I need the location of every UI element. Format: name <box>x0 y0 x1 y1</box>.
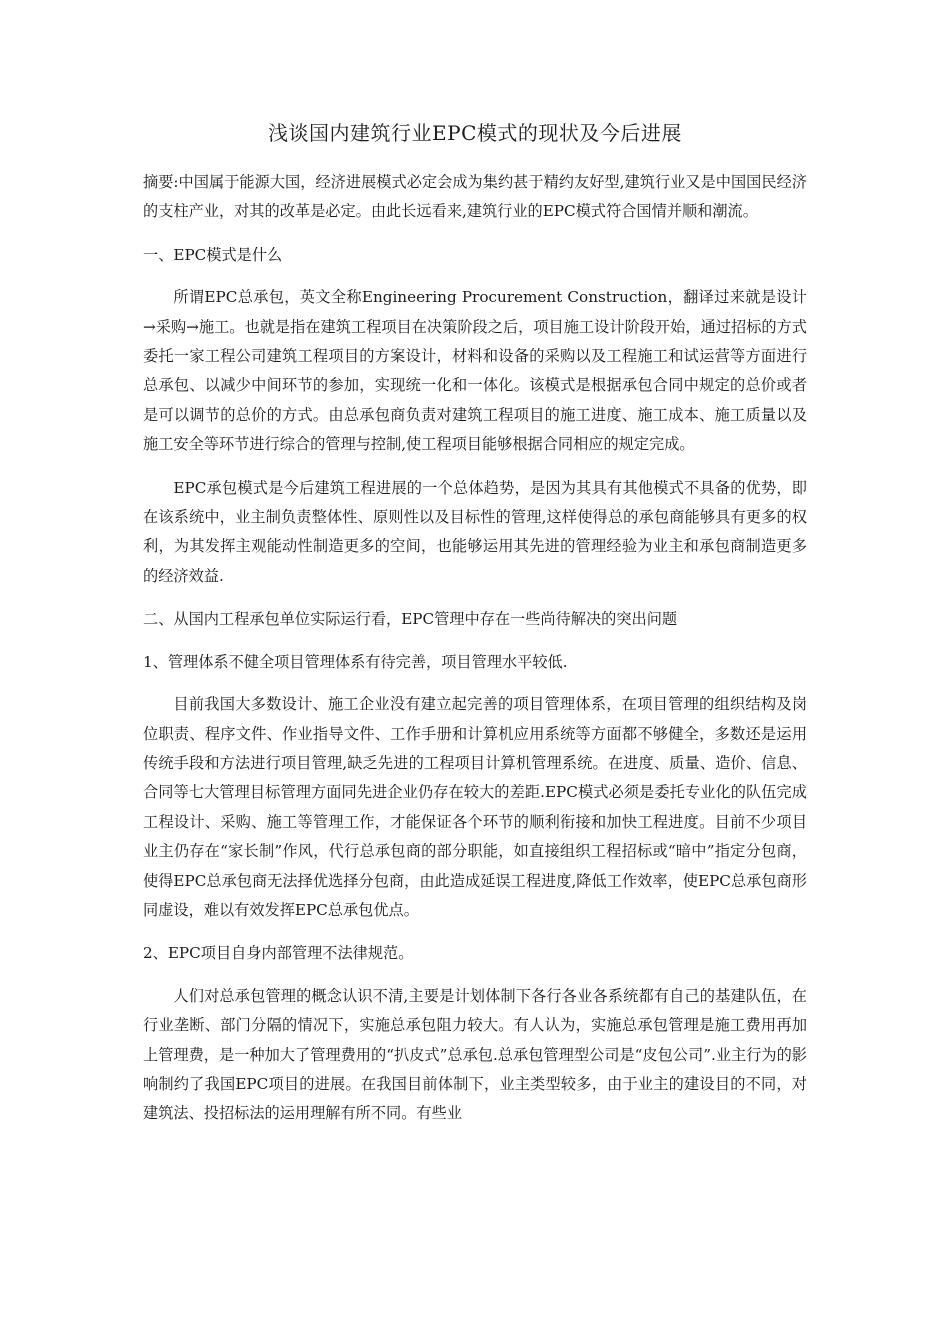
document-page <box>143 118 807 1143</box>
subsection-heading-2: 2、EPC项目自身内部管理不法律规范。 <box>143 944 414 963</box>
section-heading-2: 二、从国内工程承包单位实际运行看，EPC管理中存在一些尚待解决的突出问题 <box>143 610 678 629</box>
body-paragraph: 目前我国大多数设计、施工企业没有建立起完善的项目管理体系，在项目管理的组织结构及岗位职责、程序文件、作业指导文件、工作手册和计算机应用系统等方面都不够健全，多数还是运用传统手段和方法进行项目管理,缺乏先进的工程项目计算机管理系统。在进度、质量、造价、信息、合同等七大管理目标管理方面同先进企业仍存在较大的差距.EPC模式必须是委托专业化的队伍完成工程设计、采购、施工等管理工作，才能保证各个环节的顺利衔接和加快工程进度。目前不少项目业主仍存在“家长制”作风，代行总承包商的部分职能，如直接组织工程招标或“暗中”指定分包商，使得EPC总承包商无法择优选择分包商，由此造成延误工程进度,降低工作效率，使EPC总承包商形同虚设，难以有效发挥EPC总承包优点。 <box>143 695 807 919</box>
body-paragraph: 人们对总承包管理的概念认识不清,主要是计划体制下各行各业各系统都有自己的基建队伍，在行业垄断、部门分隔的情况下，实施总承包阻力较大。有人认为，实施总承包管理是施工费用再加上管理费，是一种加大了管理费用的“扒皮式”总承包.总承包管理型公司是“皮包公司”.业主行为的影响制约了我国EPC项目的进展。在我国目前体制下，业主类型较多，由于业主的建设目的不同，对建筑法、投招标法的运用理解有所不同。有些业 <box>143 986 807 1123</box>
body-paragraph: 所谓EPC总承包，英文全称Engineering Procurement Construction，翻译过来就是设计→采购→施工。也就是指在建筑工程项目在决策阶段之后，项目施工设计阶段开始，通过招标的方式委托一家工程公司建筑工程项目的方案设计，材料和设备的采购以及工程施工和试运营等方面进行总承包、以减少中间环节的参加，实现统一化和一体化。该模式是根据承包合同中规定的总价或者是可以调节的总价的方式。由总承包商负责对建筑工程项目的施工进度、施工成本、施工质量以及施工安全等环节进行综合的管理与控制,使工程项目能够根据合同相应的规定完成。 <box>143 288 807 454</box>
section-heading-1: 一、EPC模式是什么 <box>143 245 283 264</box>
body-paragraph: EPC承包模式是今后建筑工程进展的一个总体趋势，是因为其具有其他模式不具备的优势，即在该系统中，业主制负责整体性、原则性以及目标性的管理,这样使得总的承包商能够具有更多的权利，为其发挥主观能动性制造更多的空间，也能够运用其先进的管理经验为业主和承包商制造更多的经济效益. <box>143 478 807 585</box>
document-title: 浅谈国内建筑行业EPC模式的现状及今后进展 <box>268 121 682 145</box>
abstract-paragraph: 摘要:中国属于能源大国，经济进展模式必定会成为集约甚于精约友好型,建筑行业又是中国国民经济的支柱产业，对其的改革是必定。由此长远看来,建筑行业的EPC模式符合国情并顺和潮流。 <box>143 173 807 221</box>
subsection-heading-1: 1、管理体系不健全项目管理体系有待完善，项目管理水平较低. <box>143 652 568 671</box>
